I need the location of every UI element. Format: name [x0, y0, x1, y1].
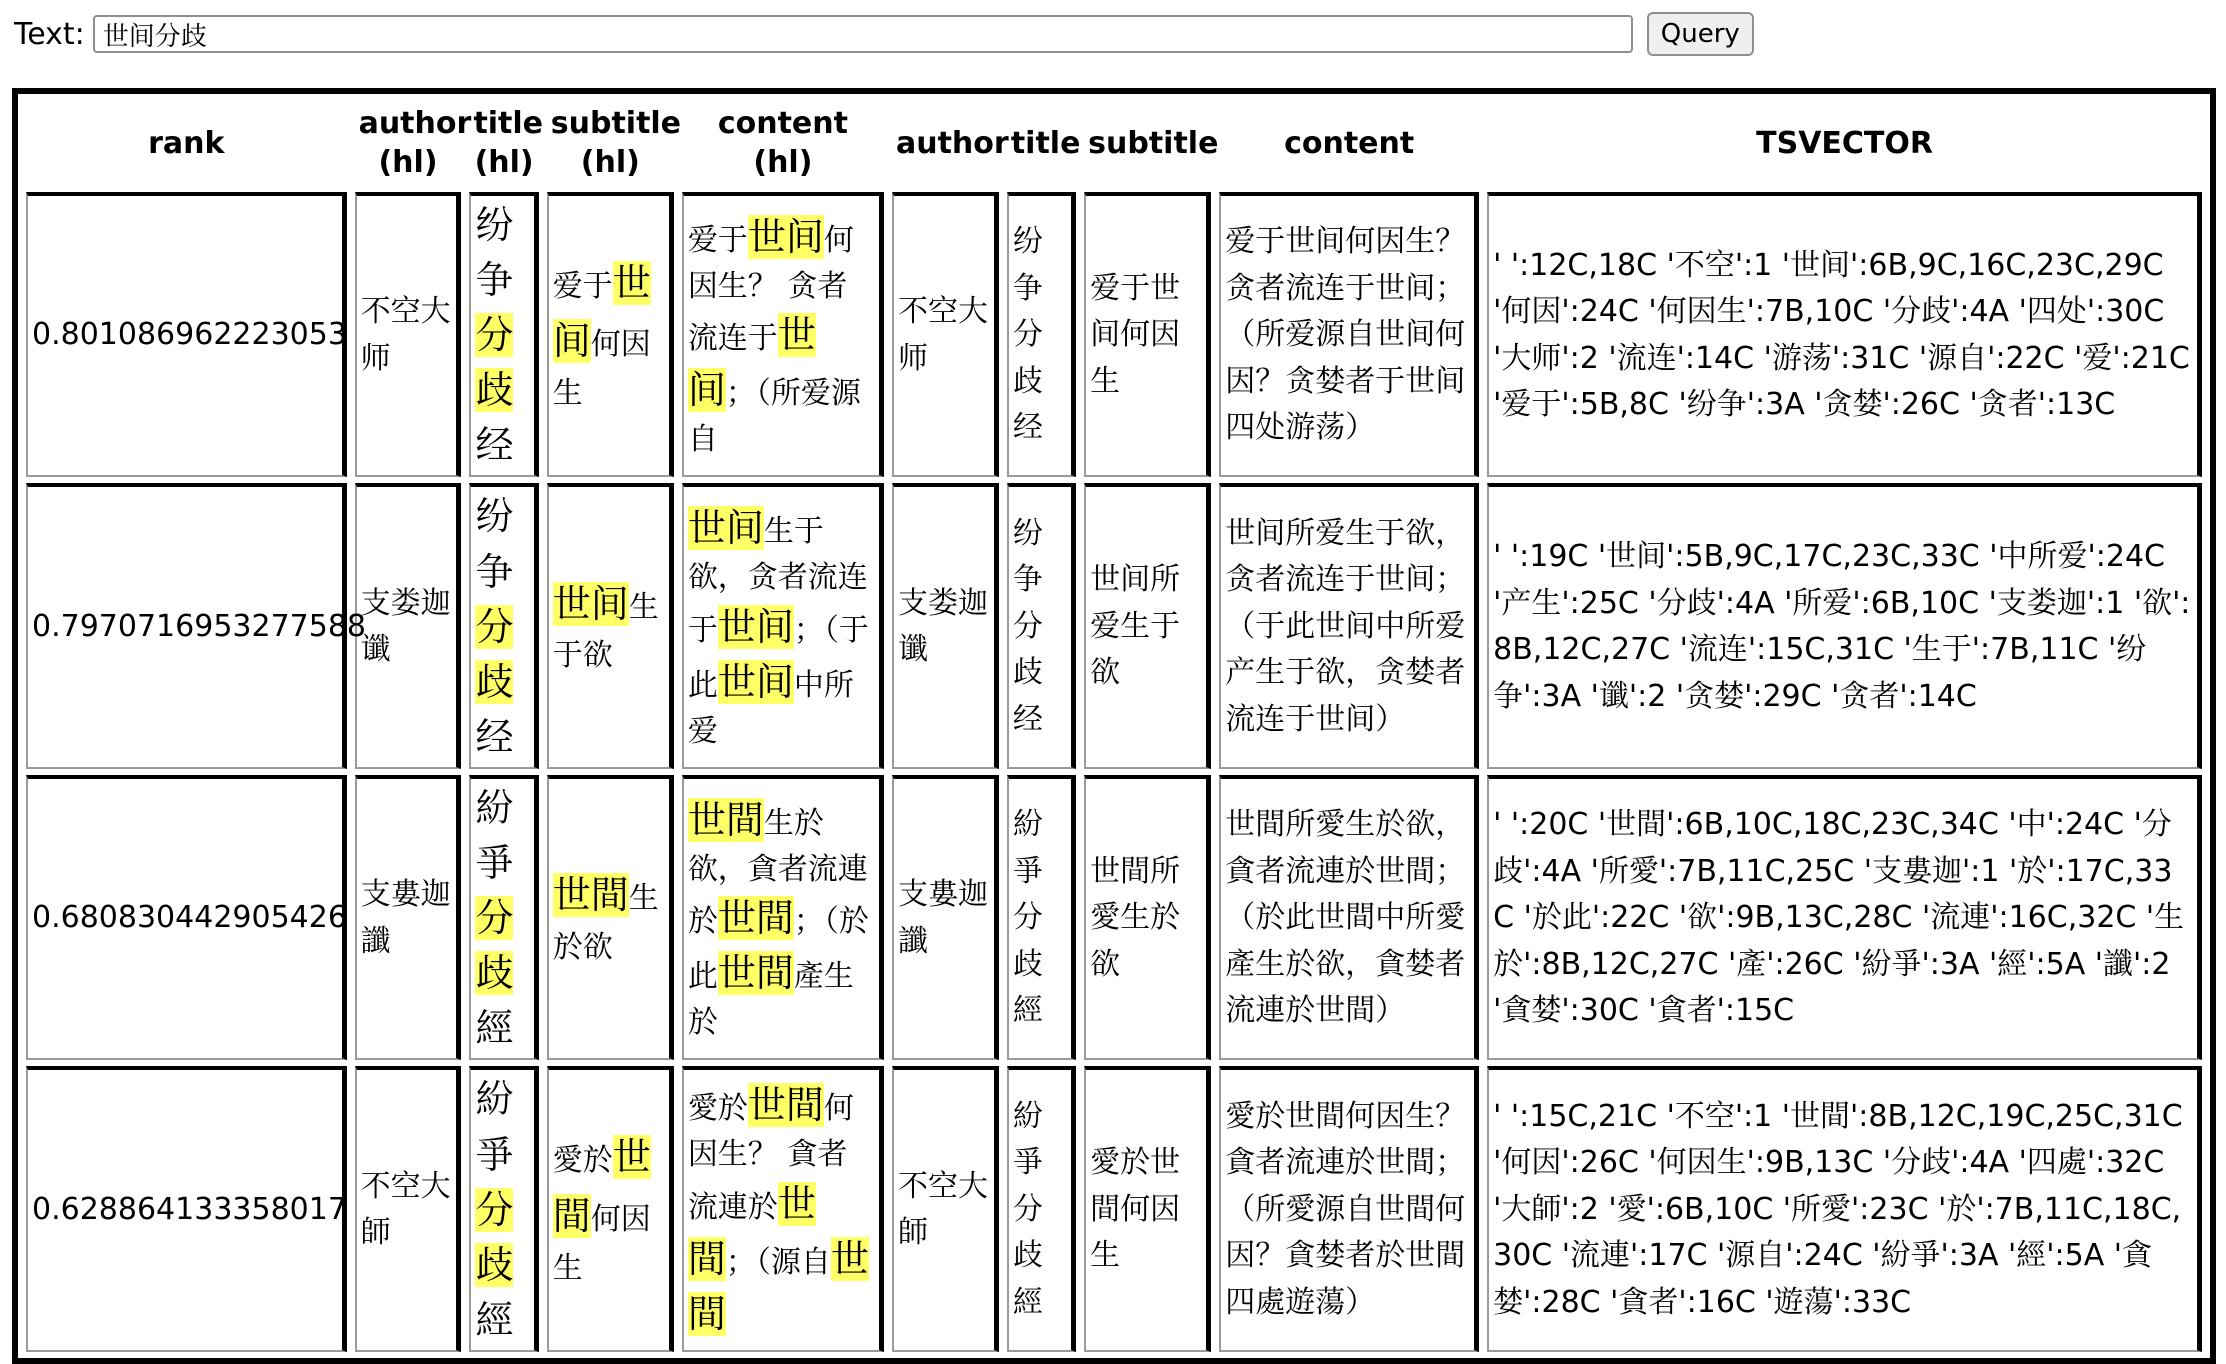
content-cell: 世间所爱生于欲，贪者流连于世间；（于此世间中所爱产生于欲，贪婪者流连于世间）	[1219, 483, 1479, 768]
highlight-match: 世间	[552, 581, 629, 626]
text-segment: 經	[475, 1006, 514, 1051]
table-row	[26, 775, 2202, 1060]
title-hl-cell	[469, 483, 538, 768]
subtitle-cell: 愛於世間何因生	[1084, 1066, 1211, 1351]
highlight-match: 分	[475, 1187, 514, 1232]
text-segment: ；（于此	[687, 612, 869, 703]
highlight-match: 世間	[717, 896, 794, 941]
highlight-match: 世间	[687, 506, 764, 551]
author-hl-cell: 支婁迦讖	[355, 775, 462, 1060]
highlight-match: 世间	[717, 659, 794, 704]
highlight-match: 歧	[475, 368, 514, 413]
text-segment: 经	[475, 714, 514, 759]
search-input[interactable]	[93, 15, 1633, 53]
content-cell: 爱于世间何因生？贪者流连于世间；（所爱源自世间何因？贪婪者于世间四处游荡）	[1219, 192, 1479, 477]
rank-cell: 0.7970716953277588	[26, 483, 347, 768]
table-row	[26, 1066, 2202, 1351]
text-segment: 何因生？ 贪者流连于	[687, 222, 854, 357]
header-title[interactable]: title	[1010, 125, 1081, 161]
highlight-match: 分	[475, 604, 514, 649]
header-row	[26, 100, 2202, 186]
subtitle-hl-cell	[547, 483, 674, 768]
title-hl-cell	[469, 1066, 538, 1351]
content-hl-cell	[682, 483, 884, 768]
highlight-match: 世間	[687, 1181, 816, 1281]
tsvector-cell: ' ':12C,18C '不空':1 '世间':6B,9C,16C,23C,29C '何因':24C '何因生':7B,10C '分歧':4A '四处':30C '大师':2 '流连':14C '游荡':31C '源自':22C '爱':21C '爱于':5B,8C '纷争':3A '贪婪':26C '贪者':13C	[1487, 192, 2202, 477]
highlight-match: 世間	[747, 1083, 824, 1128]
text-segment: 紛爭	[475, 1077, 514, 1177]
text-segment: 生于欲	[552, 589, 659, 674]
text-segment: 何因生	[552, 1201, 651, 1286]
table-row	[26, 483, 2202, 768]
text-label: Text:	[14, 16, 85, 52]
title-cell: 纷争分歧经	[1007, 192, 1076, 477]
text-segment: 经	[475, 423, 514, 468]
subtitle-cell: 爱于世间何因生	[1084, 192, 1211, 477]
text-segment: 纷争	[475, 203, 514, 303]
text-segment: 生于欲，贪者流连于	[687, 514, 868, 648]
header-author-hl[interactable]: author (hl)	[358, 106, 472, 180]
text-segment: ；（於此	[687, 904, 869, 995]
text-segment: 產生於	[687, 959, 854, 1041]
highlight-match: 世間	[687, 797, 764, 842]
author-cell: 支婁迦讖	[892, 775, 999, 1060]
subtitle-hl-cell	[547, 1066, 674, 1351]
text-segment: 爱于	[552, 268, 613, 304]
rank-cell: 0.628864133358017	[26, 1066, 347, 1351]
title-cell: 紛爭分歧經	[1007, 1066, 1076, 1351]
header-subtitle[interactable]: subtitle	[1088, 125, 1219, 161]
title-hl-cell	[469, 192, 538, 477]
text-segment: ；（源自	[725, 1244, 831, 1280]
author-hl-cell: 不空大师	[355, 192, 462, 477]
header-content-hl[interactable]: content (hl)	[717, 106, 848, 180]
subtitle-hl-cell	[547, 192, 674, 477]
text-segment: 爱于	[687, 222, 748, 258]
header-tsvector[interactable]: TSVECTOR	[1756, 125, 1933, 161]
header-author[interactable]: author	[895, 125, 1009, 161]
text-segment: 愛於	[687, 1091, 748, 1127]
highlight-match: 世间	[687, 313, 816, 413]
content-hl-cell	[682, 775, 884, 1060]
content-hl-cell	[682, 192, 884, 477]
header-title-hl[interactable]: title (hl)	[473, 106, 544, 180]
rank-cell: 0.680830442905426	[26, 775, 347, 1060]
header-subtitle-hl[interactable]: subtitle (hl)	[550, 106, 682, 180]
highlight-match: 歧	[475, 951, 514, 996]
title-hl-cell	[469, 775, 538, 1060]
highlight-match: 分	[475, 313, 514, 358]
text-segment: 紛爭	[475, 785, 514, 886]
highlight-match: 世间	[747, 214, 824, 259]
text-segment: 愛於	[552, 1143, 613, 1178]
query-button[interactable]: Query	[1647, 12, 1754, 56]
author-cell: 不空大師	[892, 1066, 999, 1351]
author-hl-cell: 支娄迦谶	[355, 483, 462, 768]
text-segment: 何因生？ 貪者流連於	[687, 1091, 854, 1225]
title-cell: 纷争分歧经	[1007, 483, 1076, 768]
tsvector-cell: ' ':15C,21C '不空':1 '世間':8B,12C,19C,25C,31C '何因':26C '何因生':9B,13C '分歧':4A '四處':32C '大師':2 '愛':6B,10C '所愛':23C '於':7B,11C,18C,30C '流連':17C '源自':24C '紛爭':3A '經':5A '貪婪':28C '貪者':16C '遊蕩':33C	[1487, 1066, 2202, 1351]
highlight-match: 世间	[717, 604, 794, 649]
header-content[interactable]: content	[1284, 125, 1415, 161]
search-bar	[14, 14, 1754, 54]
header-rank[interactable]: rank	[148, 125, 225, 161]
subtitle-cell: 世間所愛生於欲	[1084, 775, 1211, 1060]
rank-cell: 0.801086962223053	[26, 192, 347, 477]
content-cell: 世間所愛生於欲，貪者流連於世間；（於此世間中所愛產生於欲，貪婪者流連於世間）	[1219, 775, 1479, 1060]
author-cell: 支娄迦谶	[892, 483, 999, 768]
text-segment: ；（所爱源自	[687, 376, 861, 458]
author-cell: 不空大师	[892, 192, 999, 477]
text-segment: 中所爱	[687, 667, 854, 749]
highlight-match: 分	[475, 896, 514, 941]
results-table	[12, 88, 2216, 1364]
highlight-match: 世間	[687, 1236, 869, 1336]
highlight-match: 世间	[552, 260, 651, 364]
content-hl-cell	[682, 1066, 884, 1351]
text-segment: 生於欲	[552, 880, 659, 965]
highlight-match: 世間	[552, 1135, 651, 1238]
table-row	[26, 192, 2202, 477]
text-segment: 纷争	[475, 494, 514, 594]
highlight-match: 世間	[717, 951, 794, 996]
subtitle-cell: 世间所爱生于欲	[1084, 483, 1211, 768]
text-segment: 何因生	[552, 327, 651, 412]
content-cell: 愛於世間何因生？貪者流連於世間；（所愛源自世間何因？貪婪者於世間四處遊蕩）	[1219, 1066, 1479, 1351]
subtitle-hl-cell	[547, 775, 674, 1060]
tsvector-cell: ' ':20C '世間':6B,10C,18C,23C,34C '中':24C '分歧':4A '所愛':7B,11C,25C '支婁迦':1 '於':17C,33C '於此':22C '欲':9B,13C,28C '流連':16C,32C '生於':8B,12C,27C '產':26C '紛爭':3A '經':5A '讖':2 '貪婪':30C '貪者':15C	[1487, 775, 2202, 1060]
tsvector-cell: ' ':19C '世间':5B,9C,17C,23C,33C '中所爱':24C '产生':25C '分歧':4A '所爱':6B,10C '支娄迦':1 '欲':8B,12C,27C '流连':15C,31C '生于':7B,11C '纷争':3A '谶':2 '贪婪':29C '贪者':14C	[1487, 483, 2202, 768]
highlight-match: 世間	[552, 872, 629, 917]
author-hl-cell: 不空大師	[355, 1066, 462, 1351]
highlight-match: 歧	[475, 1242, 514, 1287]
title-cell: 紛爭分歧經	[1007, 775, 1076, 1060]
text-segment: 經	[475, 1297, 514, 1342]
text-segment: 生於欲，貪者流連於	[687, 805, 868, 940]
highlight-match: 歧	[475, 659, 514, 704]
